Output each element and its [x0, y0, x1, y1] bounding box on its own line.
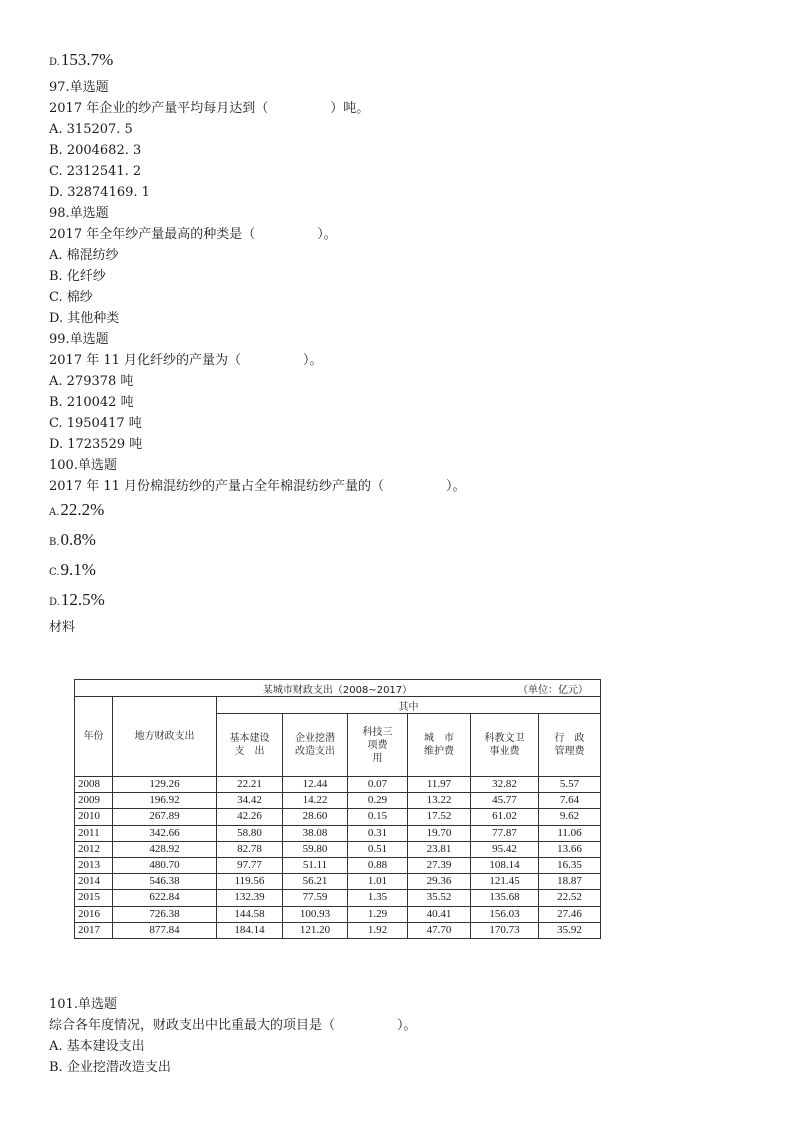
cell-value: 95.42 [471, 841, 539, 857]
cell-value: 61.02 [471, 809, 539, 825]
cell-value: 1.92 [348, 922, 408, 938]
cell-value: 42.26 [217, 809, 283, 825]
cell-value: 135.68 [471, 890, 539, 906]
cell-value: 22.52 [539, 890, 601, 906]
cell-value: 480.70 [113, 857, 217, 873]
cell-value: 546.38 [113, 874, 217, 890]
cell-year: 2015 [75, 890, 113, 906]
col-header-sub: 城 市 维护费 [408, 714, 471, 777]
cell-value: 196.92 [113, 793, 217, 809]
col-header-year: 年份 [75, 697, 113, 777]
option-d: D.12.5% [49, 590, 105, 609]
cell-value: 100.93 [283, 906, 348, 922]
cell-value: 45.77 [471, 793, 539, 809]
cell-value: 0.31 [348, 825, 408, 841]
option-c: C. 1950417 吨 [49, 416, 142, 431]
material-label: 材料 [49, 620, 76, 635]
cell-value: 119.56 [217, 874, 283, 890]
option-a: A. 315207. 5 [49, 122, 133, 137]
cell-value: 56.21 [283, 874, 348, 890]
cell-value: 144.58 [217, 906, 283, 922]
cell-value: 267.89 [113, 809, 217, 825]
question-stem: 2017 年 11 月化纤纱的产量为（ ）。 [49, 353, 323, 368]
question-number: 97.单选题 [49, 80, 109, 95]
cell-value: 0.15 [348, 809, 408, 825]
cell-value: 13.22 [408, 793, 471, 809]
col-header-qizhong: 其中 [217, 697, 601, 714]
cell-year: 2017 [75, 922, 113, 938]
cell-value: 51.11 [283, 857, 348, 873]
option-d: D. 32874169. 1 [49, 185, 150, 200]
option-a: A. 基本建设支出 [49, 1039, 145, 1054]
cell-year: 2011 [75, 825, 113, 841]
table-row [75, 922, 601, 938]
table-row [75, 874, 601, 890]
cell-value: 129.26 [113, 777, 217, 793]
cell-value: 0.51 [348, 841, 408, 857]
cell-value: 121.45 [471, 874, 539, 890]
cell-value: 17.52 [408, 809, 471, 825]
col-header-sub: 科技三 项费 用 [348, 714, 408, 777]
question-number: 98.单选题 [49, 206, 109, 221]
table-title-row [75, 680, 601, 697]
cell-value: 23.81 [408, 841, 471, 857]
cell-value: 877.84 [113, 922, 217, 938]
cell-value: 132.39 [217, 890, 283, 906]
cell-value: 156.03 [471, 906, 539, 922]
cell-value: 29.36 [408, 874, 471, 890]
question-number: 101.单选题 [49, 997, 117, 1012]
cell-value: 14.22 [283, 793, 348, 809]
cell-value: 0.88 [348, 857, 408, 873]
cell-year: 2016 [75, 906, 113, 922]
option-c: C. 2312541. 2 [49, 164, 142, 179]
option-c: C. 棉纱 [49, 290, 93, 305]
cell-value: 38.08 [283, 825, 348, 841]
cell-value: 77.87 [471, 825, 539, 841]
cell-value: 34.42 [217, 793, 283, 809]
cell-year: 2010 [75, 809, 113, 825]
cell-value: 108.14 [471, 857, 539, 873]
cell-value: 0.07 [348, 777, 408, 793]
col-header-total: 地方财政支出 [113, 697, 217, 777]
cell-value: 27.39 [408, 857, 471, 873]
table-row [75, 809, 601, 825]
col-header-sub: 基本建设 支 出 [217, 714, 283, 777]
cell-value: 27.46 [539, 906, 601, 922]
option-a: A. 279378 吨 [49, 374, 134, 389]
option-d: D. 1723529 吨 [49, 437, 143, 452]
table-title: 某城市财政支出（2008~2017） [262, 684, 413, 696]
cell-value: 622.84 [113, 890, 217, 906]
cell-value: 22.21 [217, 777, 283, 793]
table-unit: （单位：亿元） [518, 685, 589, 696]
option-c: C.9.1% [49, 560, 96, 579]
cell-value: 59.80 [283, 841, 348, 857]
cell-year: 2013 [75, 857, 113, 873]
question-stem: 2017 年 11 月份棉混纺纱的产量占全年棉混纺纱产量的（ ）。 [49, 479, 466, 494]
cell-value: 9.62 [539, 809, 601, 825]
cell-year: 2012 [75, 841, 113, 857]
option-value: 153.7% [60, 50, 114, 69]
cell-value: 16.35 [539, 857, 601, 873]
table-row [75, 857, 601, 873]
cell-value: 121.20 [283, 922, 348, 938]
option-b: B.0.8% [49, 530, 96, 549]
cell-year: 2009 [75, 793, 113, 809]
question-stem: 综合各年度情况，财政支出中比重最大的项目是（ ）。 [49, 1018, 417, 1033]
option-letter: D. [49, 57, 60, 68]
cell-value: 19.70 [408, 825, 471, 841]
cell-value: 726.38 [113, 906, 217, 922]
option-b: B. 210042 吨 [49, 395, 134, 410]
cell-value: 28.60 [283, 809, 348, 825]
table-row [75, 777, 601, 793]
option-a: A.22.2% [49, 500, 105, 519]
cell-value: 170.73 [471, 922, 539, 938]
cell-value: 0.29 [348, 793, 408, 809]
cell-value: 5.57 [539, 777, 601, 793]
option-b: B. 化纤纱 [49, 269, 106, 284]
option-b: B. 2004682. 3 [49, 143, 142, 158]
cell-value: 18.87 [539, 874, 601, 890]
col-header-sub: 企业挖潜 改造支出 [283, 714, 348, 777]
question-stem: 2017 年企业的纱产量平均每月达到（ ）吨。 [49, 101, 370, 116]
option-b: B. 企业挖潜改造支出 [49, 1060, 171, 1075]
cell-value: 11.06 [539, 825, 601, 841]
option-a: A. 棉混纺纱 [49, 248, 119, 263]
q96-option-d [49, 50, 113, 73]
table-row [75, 890, 601, 906]
fiscal-expenditure-table [74, 679, 600, 956]
cell-value: 1.29 [348, 906, 408, 922]
table-row [75, 906, 601, 922]
cell-value: 35.52 [408, 890, 471, 906]
table-row [75, 793, 601, 809]
cell-value: 11.97 [408, 777, 471, 793]
question-number: 99.单选题 [49, 332, 109, 347]
cell-value: 13.66 [539, 841, 601, 857]
cell-value: 35.92 [539, 922, 601, 938]
cell-value: 7.64 [539, 793, 601, 809]
question-number: 100.单选题 [49, 458, 117, 473]
cell-value: 77.59 [283, 890, 348, 906]
cell-value: 82.78 [217, 841, 283, 857]
cell-value: 32.82 [471, 777, 539, 793]
question-stem: 2017 年全年纱产量最高的种类是（ ）。 [49, 227, 337, 242]
cell-value: 40.41 [408, 906, 471, 922]
cell-value: 342.66 [113, 825, 217, 841]
col-header-sub: 行 政 管理费 [539, 714, 601, 777]
table-row [75, 841, 601, 857]
cell-value: 12.44 [283, 777, 348, 793]
cell-value: 428.92 [113, 841, 217, 857]
table-row [75, 825, 601, 841]
cell-value: 47.70 [408, 922, 471, 938]
cell-value: 97.77 [217, 857, 283, 873]
cell-value: 184.14 [217, 922, 283, 938]
option-d: D. 其他种类 [49, 311, 120, 326]
col-header-sub: 科教文卫 事业费 [471, 714, 539, 777]
cell-value: 1.35 [348, 890, 408, 906]
cell-year: 2014 [75, 874, 113, 890]
cell-year: 2008 [75, 777, 113, 793]
cell-value: 1.01 [348, 874, 408, 890]
cell-value: 58.80 [217, 825, 283, 841]
